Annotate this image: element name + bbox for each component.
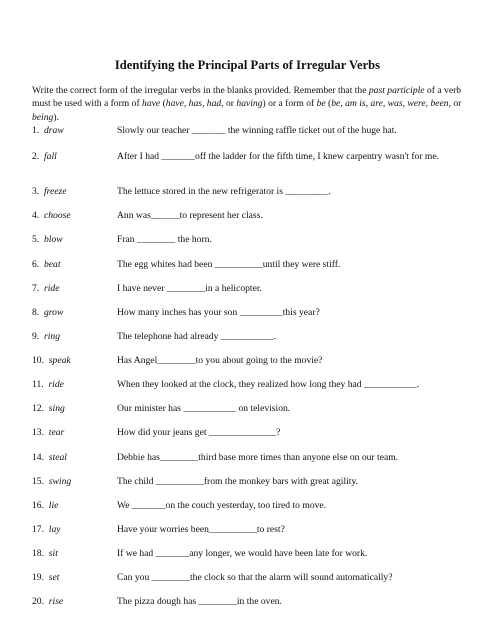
item-sentence: How many inches has your son _________this year? [117,307,320,318]
instructions-emphasis: being [32,111,54,123]
item-number: 18. sit [32,548,58,559]
item-verb: tear [48,427,65,438]
instructions-text: ( [325,98,332,110]
item-sentence: Can you ________the clock so that the alarm will sound automatically? [117,572,393,583]
item-sentence: When they looked at the clock, they realized how long they had ___________. [117,379,420,390]
instructions-emphasis: be [316,98,326,110]
item-number: 10. speak [32,355,71,366]
instructions-text: ) or a form of [262,98,317,110]
item-number: 16. lie [32,500,59,511]
item-number: 11. ride [32,379,64,390]
instructions-emphasis: have, has, had, [165,98,224,110]
item-number: 7. ride [32,283,60,294]
item-verb: draw [44,125,64,136]
instructions-text: Write the correct form of the irregular verbs in the blanks provided. Remember that the [32,85,369,96]
item-sentence: After I had _______off the ladder for the fifth time, I knew carpentry wasn't for me. [117,151,440,162]
instructions-text: ( [160,98,166,110]
item-number: 19. set [32,572,60,583]
item-number: 13. tear [32,427,65,438]
item-sentence: Has Angel________to you about going to the movie? [117,355,323,366]
item-number: 12. sing [32,403,65,414]
item-verb: freeze [44,186,67,197]
item-number: 1. draw [32,125,64,136]
instructions-emphasis: have [142,98,161,110]
item-number: 20. rise [32,596,64,607]
item-sentence: The pizza dough has ________in the oven. [117,596,282,607]
item-sentence: Have your worries been__________to rest? [117,524,285,535]
item-verb: beat [44,259,61,270]
item-verb: ring [44,331,60,342]
page-title: Identifying the Principal Parts of Irregular Verbs [114,58,381,72]
item-sentence: How did your jeans get ______________? [117,427,281,438]
instructions-text: or [450,98,462,110]
item-sentence: Fran ________ the horn. [117,234,212,245]
item-sentence: I have never ________in a helicopter. [117,283,262,294]
instructions-text: ). [53,111,59,123]
item-number: 6. beat [32,259,61,270]
item-sentence: The egg whites had been __________until they were stiff. [117,259,341,270]
item-verb: lie [48,500,59,511]
item-verb: choose [44,210,71,221]
item-number: 4. choose [32,210,71,221]
item-verb: ride [44,283,60,294]
item-sentence: Slowly our teacher _______ the winning raffle ticket out of the huge hat. [117,125,397,136]
item-verb: steal [48,452,67,463]
item-verb: blow [44,234,63,245]
item-number: 15. swing [32,476,72,487]
item-sentence: Debbie has________third base more times than anyone else on our team. [117,452,399,463]
item-verb: grow [44,307,64,318]
instructions-text: or [223,98,237,110]
instructions-emphasis: be, am is, are, was, were, been, [331,98,451,110]
item-verb: set [48,572,60,583]
instructions-text: of a verb must be used with a form of [32,85,462,110]
item-verb: ride [48,379,64,390]
item-number: 9. ring [32,331,60,342]
item-sentence: The telephone had already ___________. [117,331,277,342]
item-number: 5. blow [32,234,63,245]
item-sentence: Ann was______to represent her class. [117,210,263,221]
item-number: 8. grow [32,307,64,318]
item-verb: lay [48,524,61,535]
item-sentence: If we had _______any longer, we would have been late for work. [117,548,368,559]
item-sentence: Our minister has ___________ on television. [117,403,291,414]
item-verb: fall [44,151,57,162]
item-number: 3. freeze [32,186,67,197]
item-sentence: We _______on the couch yesterday, too tired to move. [117,500,327,511]
item-sentence: The child __________from the monkey bars with great agility. [117,476,359,487]
item-number: 17. lay [32,524,61,535]
item-verb: rise [48,596,64,607]
item-verb: sit [48,548,58,559]
instructions-emphasis: having [236,98,263,110]
instructions-emphasis: past participle [368,85,425,96]
item-verb: speak [48,355,71,366]
item-number: 2. fall [32,151,57,162]
item-sentence: The lettuce stored in the new refrigerator is _________. [117,186,331,197]
item-number: 14. steal [32,452,67,463]
item-verb: swing [48,476,72,487]
item-verb: sing [48,403,65,414]
